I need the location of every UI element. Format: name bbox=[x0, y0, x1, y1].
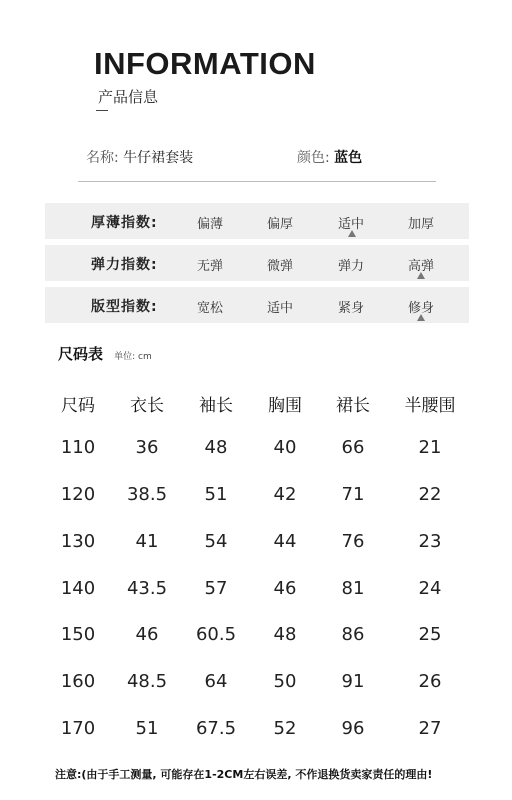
table-cell-sleeve: 64 bbox=[204, 671, 228, 692]
table-cell-half-waist: 27 bbox=[418, 718, 442, 739]
table-cell-size: 140 bbox=[60, 578, 96, 599]
attribute-option: 适中 bbox=[337, 217, 364, 232]
attribute-option: 高弹 bbox=[407, 259, 434, 274]
table-cell-sleeve: 60.5 bbox=[195, 624, 237, 645]
selected-marker bbox=[417, 272, 425, 279]
table-cell-chest: 50 bbox=[273, 671, 297, 692]
table-cell-sleeve: 57 bbox=[204, 578, 228, 599]
table-cell-length: 38.5 bbox=[126, 484, 168, 505]
table-cell-chest: 52 bbox=[273, 718, 297, 739]
table-cell-size: 160 bbox=[60, 671, 96, 692]
attribute-option: 紧身 bbox=[337, 301, 364, 316]
table-cell-length: 48.5 bbox=[126, 671, 168, 692]
product-name-label: 名称: bbox=[86, 150, 119, 166]
table-cell-chest: 40 bbox=[273, 437, 297, 458]
product-color-label: 颜色: bbox=[297, 150, 330, 166]
attribute-option: 弹力 bbox=[337, 259, 364, 274]
table-cell-skirt: 76 bbox=[341, 531, 365, 552]
table-cell-skirt: 86 bbox=[341, 624, 365, 645]
attribute-label: 厚薄指数: bbox=[91, 215, 158, 231]
table-header-half-waist: 半腰围 bbox=[404, 396, 456, 416]
table-cell-chest: 44 bbox=[273, 531, 297, 552]
table-cell-sleeve: 51 bbox=[204, 484, 228, 505]
table-cell-half-waist: 21 bbox=[418, 437, 442, 458]
product-color bbox=[297, 147, 362, 167]
table-cell-half-waist: 26 bbox=[418, 671, 442, 692]
table-cell-sleeve: 48 bbox=[204, 437, 228, 458]
table-cell-half-waist: 25 bbox=[418, 624, 442, 645]
table-header-length: 衣长 bbox=[130, 396, 164, 416]
attribute-option: 加厚 bbox=[407, 217, 434, 232]
attribute-option: 适中 bbox=[266, 301, 293, 316]
info-title: INFORMATION bbox=[94, 46, 316, 81]
product-color-value: 蓝色 bbox=[334, 150, 363, 166]
table-cell-skirt: 91 bbox=[341, 671, 365, 692]
table-cell-skirt: 96 bbox=[341, 718, 365, 739]
table-cell-length: 43.5 bbox=[126, 578, 168, 599]
attribute-label: 弹力指数: bbox=[91, 257, 158, 273]
table-cell-size: 130 bbox=[60, 531, 96, 552]
table-cell-sleeve: 67.5 bbox=[195, 718, 237, 739]
attribute-label: 版型指数: bbox=[91, 299, 158, 315]
attribute-option: 偏薄 bbox=[196, 217, 223, 232]
attribute-bar-elasticity bbox=[45, 245, 469, 281]
selected-marker bbox=[417, 314, 425, 321]
table-cell-length: 41 bbox=[135, 531, 159, 552]
table-cell-size: 170 bbox=[60, 718, 96, 739]
table-cell-chest: 46 bbox=[273, 578, 297, 599]
table-header-sleeve: 袖长 bbox=[199, 396, 233, 416]
table-cell-chest: 48 bbox=[273, 624, 297, 645]
table-cell-half-waist: 24 bbox=[418, 578, 442, 599]
size-chart-header bbox=[58, 343, 152, 364]
table-cell-length: 51 bbox=[135, 718, 159, 739]
table-cell-half-waist: 22 bbox=[418, 484, 442, 505]
table-cell-chest: 42 bbox=[273, 484, 297, 505]
subtitle-underline bbox=[96, 110, 108, 111]
table-header-skirt: 裙长 bbox=[336, 396, 370, 416]
table-header-size: 尺码 bbox=[61, 396, 95, 416]
attribute-option: 无弹 bbox=[196, 259, 223, 274]
table-cell-half-waist: 23 bbox=[418, 531, 442, 552]
table-cell-skirt: 66 bbox=[341, 437, 365, 458]
table-cell-skirt: 71 bbox=[341, 484, 365, 505]
table-cell-length: 46 bbox=[135, 624, 159, 645]
table-cell-skirt: 81 bbox=[341, 578, 365, 599]
table-cell-size: 110 bbox=[60, 437, 96, 458]
product-name bbox=[86, 147, 193, 167]
attribute-option: 偏厚 bbox=[266, 217, 293, 232]
attribute-bar-thickness bbox=[45, 203, 469, 239]
product-name-value: 牛仔裙套装 bbox=[123, 150, 194, 166]
attribute-option: 微弹 bbox=[266, 259, 293, 274]
table-cell-length: 36 bbox=[135, 437, 159, 458]
table-cell-size: 120 bbox=[60, 484, 96, 505]
info-subtitle: 产品信息 bbox=[98, 88, 159, 106]
attribute-option: 宽松 bbox=[196, 301, 223, 316]
selected-marker bbox=[348, 230, 356, 237]
size-chart-title: 尺码表 bbox=[58, 345, 104, 363]
measurement-note: 注意:(由于手工测量, 可能存在1-2CM左右误差, 不作退换货卖家责任的理由! bbox=[55, 768, 433, 781]
table-cell-size: 150 bbox=[60, 624, 96, 645]
size-chart-unit: 单位: cm bbox=[114, 352, 152, 362]
attribute-bar-fit bbox=[45, 287, 469, 323]
attribute-option: 修身 bbox=[407, 301, 434, 316]
table-cell-sleeve: 54 bbox=[204, 531, 228, 552]
table-header-chest: 胸围 bbox=[268, 396, 302, 416]
info-divider bbox=[78, 181, 436, 182]
